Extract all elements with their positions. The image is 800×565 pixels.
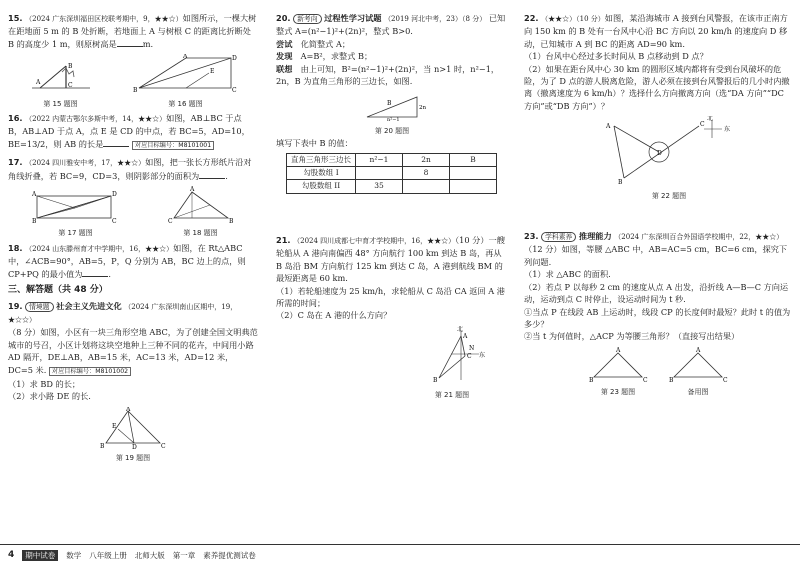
question-number: 15. <box>8 13 23 23</box>
question-23 <box>524 230 792 343</box>
question-tag: 情境题 <box>25 302 53 312</box>
svg-text:A: A <box>463 332 468 340</box>
figure-22 <box>594 116 744 202</box>
question-number: 23. <box>524 231 539 242</box>
tag-text: 推理能力 <box>578 231 612 242</box>
question-21 <box>276 234 508 322</box>
edition-label: 北师大版 <box>134 550 165 560</box>
figure-caption: 第 22 题图 <box>651 191 687 200</box>
figure-23 <box>588 347 648 399</box>
figure-16 <box>131 54 241 110</box>
step-label: 尝试 <box>276 38 293 49</box>
step-text: 由上可知，B²=(n²−1)²+(2n)²，当 n>1 时，n²−1，2n，B 为直角三角形的三边长，如图. <box>276 63 500 87</box>
column-left <box>8 12 258 465</box>
svg-text:A: A <box>182 54 187 61</box>
figure-caption: 第 15 题图 <box>43 99 78 108</box>
sub-question: （2）如果在距台风中心 30 km 的圆形区域内都将有受到台风破坏的危险，为了 D 点的游人脱离危险，游人必须在接到台风警报后的几小时内撤离（撤离速度为 6 km/h）？选择什么方向撤离方向（选“DA 方向”“DC 方向”或“DB 方向”）？ <box>524 63 790 111</box>
svg-text:C: C <box>467 352 472 360</box>
test-title: 素养提优测试卷 <box>203 550 256 560</box>
page-number: 4 <box>8 550 15 560</box>
svg-text:B: B <box>669 376 674 383</box>
question-number: 16. <box>8 113 23 124</box>
sub-question: （2）求小路 DE 的长. <box>8 391 91 402</box>
table-instruction: 填写下表中 B 的值： <box>276 138 353 149</box>
table-header: 2n <box>403 153 450 166</box>
question-text: 如图，某沿海城市 A 接到台风警报，在该市正南方向 150 km 的 B 处有一台风中心沿 BC 方向以 20 km/h 的速度向 D 移动，已知城市 A 到 BC 的距离 AD=90 km. <box>524 13 788 49</box>
question-source: （2024 四川雅安中考，17，★★☆） <box>25 159 146 168</box>
question-tag: 学科素养 <box>541 232 576 242</box>
column-middle <box>276 12 508 402</box>
svg-text:n²−1: n²−1 <box>387 117 400 122</box>
tag-text: 社会主义先进文化 <box>56 300 122 311</box>
table-row <box>287 180 497 193</box>
svg-text:北: 北 <box>457 325 464 333</box>
page-footer <box>0 544 800 565</box>
svg-text:C: C <box>161 442 166 449</box>
figure-spare <box>668 347 728 399</box>
pythagorean-table <box>286 153 497 194</box>
svg-text:D: D <box>111 191 117 199</box>
question-number: 21. <box>276 234 291 245</box>
svg-text:C: C <box>111 218 117 225</box>
sub-question: （1）求 △ABC 的面积. <box>524 269 611 280</box>
question-end: . <box>108 268 112 279</box>
table-cell: 勾股数组 I <box>287 167 356 180</box>
figure-caption: 第 21 题图 <box>434 391 470 400</box>
question-source: （★★☆）（10 分） <box>541 15 605 23</box>
svg-text:C: C <box>700 121 705 129</box>
table-header-row <box>287 153 497 166</box>
svg-text:B: B <box>31 218 36 225</box>
figure-20 <box>276 91 508 137</box>
table-cell <box>356 167 403 180</box>
svg-text:C: C <box>231 87 237 95</box>
figure-caption: 第 23 题图 <box>600 388 636 397</box>
table-header: 直角三角形三边长 <box>287 153 356 166</box>
figure-caption: 第 16 题图 <box>168 99 203 108</box>
question-text: （12 分）如图，等腰 △ABC 中，AB=AC=5 cm，BC=6 cm，探究下列问题. <box>524 244 788 267</box>
svg-text:2n: 2n <box>419 105 427 112</box>
figure-caption: 第 18 题图 <box>183 229 218 238</box>
svg-text:A: A <box>35 79 40 87</box>
svg-text:B: B <box>387 100 392 108</box>
figures-15-16 <box>8 54 258 110</box>
svg-text:E: E <box>112 422 117 430</box>
figures-23 <box>524 347 792 399</box>
table-cell <box>450 167 497 180</box>
svg-text:A: A <box>31 191 36 199</box>
sub-question: （2）C 岛在 A 港的什么方向？ <box>276 310 392 321</box>
question-source: （2024 四川成都七中育才学校期中，16，★★☆） <box>293 236 456 245</box>
svg-text:C: C <box>167 218 173 225</box>
question-source: （2024 广东深圳百合外国语学校期中，22，★★☆） <box>614 233 784 242</box>
question-source: （2024 山东滕州育才中学期中，16，★★☆） <box>25 244 174 253</box>
svg-text:B: B <box>589 376 594 383</box>
svg-text:A: A <box>606 123 611 131</box>
question-text: 如图，AB⊥BC 于点 B，AB⊥AD 于点 A，点 E 是 CD 的中点，若 BC=5，AD=10，BE=13/2，则 AB 的长是 <box>8 113 250 149</box>
svg-text:N: N <box>469 344 475 352</box>
question-source: （2024 广东深圳福田区校联考期中，9，★★☆） <box>25 15 183 23</box>
sub-question: ①当点 P 在线段 AB 上运动时，线段 CP 的长度何时最短？此时 t 的值为多少？ <box>524 306 791 329</box>
question-text: 如图，在 Rt△ABC 中，∠ACB=90°，AB=5，P，Q 分别为 AB，BC 边上的点，则 CP+PQ 的最小值为 <box>8 242 246 279</box>
question-end: . <box>225 170 228 181</box>
question-text: （10 分）一艘轮船从 A 港向南偏西 48° 方向航行 100 km 到达 B 岛，再从 B 岛沿 BM 方向航行 125 km 到达 C 岛，A 港到航线 BM 的最短距离是 60 km. <box>276 234 505 284</box>
svg-text:A: A <box>696 346 701 354</box>
question-22 <box>524 12 792 112</box>
svg-text:东: 东 <box>479 351 486 359</box>
question-source: （2024 广东深圳南山区期中，19，★☆☆） <box>8 302 238 324</box>
grade-label: 八年级上册 <box>89 550 127 560</box>
unit-text: m. <box>142 38 154 49</box>
table-cell <box>403 180 450 193</box>
figure-caption: 第 17 题图 <box>58 229 93 238</box>
question-15 <box>8 12 258 50</box>
table-cell: 8 <box>403 167 450 180</box>
table-row <box>287 167 497 180</box>
step-label: 发现 <box>276 51 293 62</box>
svg-text:A: A <box>616 346 621 354</box>
figure-caption: 第 19 题图 <box>115 454 151 463</box>
svg-text:C: C <box>67 82 73 90</box>
question-20 <box>276 12 508 87</box>
subject-label: 数学 <box>66 550 82 560</box>
svg-text:B: B <box>100 442 105 449</box>
table-cell: 35 <box>356 180 403 193</box>
table-cell: 勾股数组 II <box>287 180 356 193</box>
svg-text:A: A <box>126 406 131 413</box>
table-header: n²−1 <box>356 153 403 166</box>
step-text: 化简整式 A； <box>300 38 351 49</box>
question-text: （8 分）如图，小区有一块三角形空地 ABC，为了创建全国文明典范城市的号召，小区计划将这块空地种上三种不同的花卉，中间用小路 AD 隔开，DE⊥AB，AB=15 米，AC=13 米，AD=12 米，DC=5 米. <box>8 327 258 375</box>
figures-17-18 <box>8 186 258 240</box>
question-number: 20. <box>276 13 291 23</box>
column-right <box>524 12 792 401</box>
brand-label: 期中试卷 <box>22 550 58 561</box>
figure-18 <box>166 186 236 240</box>
svg-text:东: 东 <box>724 126 731 134</box>
question-text: 已知整式 A=(n²−1)²+(2n)²，整式 B>0. <box>276 13 506 37</box>
figure-caption: 备用图 <box>687 388 709 397</box>
svg-text:B: B <box>433 376 438 384</box>
question-source: （2019 河北中考，23）（8 分） <box>384 15 487 23</box>
target-code: 对应目标编号：M8101001 <box>132 141 214 150</box>
svg-text:B: B <box>618 179 623 187</box>
chapter-label: 第一章 <box>172 550 196 560</box>
svg-text:D: D <box>657 150 662 158</box>
svg-text:北: 北 <box>707 116 714 123</box>
svg-text:B: B <box>67 63 72 71</box>
question-tag: 新考向 <box>293 14 321 24</box>
table-header: B <box>450 153 497 166</box>
question-number: 19. <box>8 300 23 311</box>
svg-text:E: E <box>209 68 214 76</box>
question-17 <box>8 156 258 182</box>
svg-text:D: D <box>132 443 137 449</box>
question-text: 如图，把一张长方形纸片沿对角线折叠，若 BC=9，CD=3，则阴影部分的面积为 <box>8 157 252 181</box>
question-16 <box>8 112 258 152</box>
svg-text:C: C <box>723 376 728 383</box>
figure-19 <box>8 407 258 465</box>
figure-21 <box>396 326 508 402</box>
svg-text:B: B <box>132 87 137 95</box>
figure-15 <box>26 58 96 110</box>
question-19 <box>8 300 258 403</box>
sub-question: （2）若点 P 以每秒 2 cm 的速度从点 A 出发，沿折线 A—B—C 方向运动，运动到点 C 时停止，设运动时间为 t 秒. <box>524 281 789 305</box>
target-code: 对应目标编号：M8101002 <box>49 367 131 376</box>
svg-text:D: D <box>231 55 237 63</box>
tag-text: 过程性学习试题 <box>324 13 382 23</box>
section-heading: 三、解答题（共 48 分） <box>8 285 108 296</box>
svg-text:B: B <box>228 218 233 225</box>
step-text: A=B²，求整式 B； <box>300 51 373 62</box>
question-number: 18. <box>8 242 23 253</box>
figure-17 <box>31 186 121 240</box>
question-number: 17. <box>8 157 23 168</box>
figure-caption: 第 20 题图 <box>374 126 410 135</box>
table-cell <box>450 180 497 193</box>
sub-question: ②当 t 为何值时，△ACP 为等腰三角形？（直接写出结果） <box>524 331 740 342</box>
question-source: （2022 内蒙古鄂尔多斯中考，14，★★☆） <box>25 115 167 124</box>
svg-text:C: C <box>643 376 648 383</box>
svg-text:A: A <box>189 186 194 194</box>
sub-question: （1）求 BD 的长； <box>8 378 81 389</box>
step-label: 联想 <box>276 63 293 74</box>
sub-question: （1）若轮船速度为 25 km/h，求轮船从 C 岛沿 CA 返回 A 港所需的时间； <box>276 285 505 308</box>
question-text: 如图所示，一棵大树在距地面 5 m 的 B 处折断，若地面上 A 与树根 C 的距离比折断处 B 的高度少 1 m，则原树高是 <box>8 13 257 49</box>
question-18 <box>8 242 258 280</box>
question-number: 22. <box>524 13 539 23</box>
sub-question: （1）台风中心经过多长时间从 B 点移动到 D 点？ <box>524 51 708 62</box>
